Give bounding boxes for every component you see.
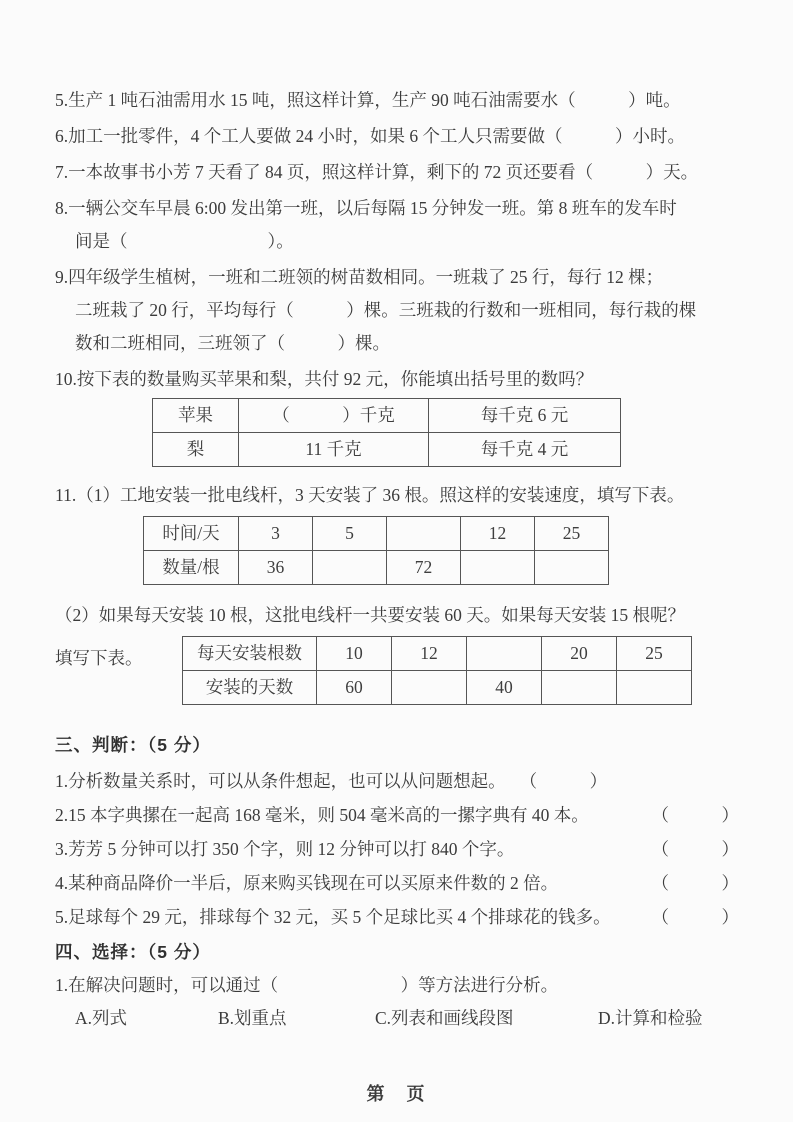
- table-cell: 10: [317, 637, 392, 671]
- section-choice-header: 四、选择：（5 分）: [55, 942, 211, 962]
- table-cell: 60: [317, 671, 392, 705]
- judgment-text: 5.足球每个 29 元，排球每个 32 元，买 5 个足球比买 4 个排球花的钱多。: [55, 907, 611, 927]
- option-d: D.计算和检验: [598, 1008, 703, 1028]
- table-cell: 每天安装根数: [183, 637, 317, 671]
- table-row: [144, 517, 609, 551]
- section-judgment-header: 三、判断：（5 分）: [55, 735, 211, 755]
- table-cell: （ ）千克: [239, 399, 429, 433]
- worksheet-content: [55, 84, 739, 1035]
- table-cell: [461, 551, 535, 585]
- table-cell: [313, 551, 387, 585]
- question-11-part2: （2）如果每天安装 10 根，这批电线杆一共要安装 60 天。如果每天安装 15 根呢？: [55, 605, 685, 625]
- table-row: [183, 637, 692, 671]
- table-cell: 每千克 6 元: [429, 399, 621, 433]
- option-a: A.列式: [75, 1008, 128, 1028]
- question-10-intro: 10.按下表的数量购买苹果和梨，共付 92 元，你能填出括号里的数吗？: [55, 369, 594, 389]
- table-cell: 每千克 4 元: [429, 433, 621, 467]
- table-cell: 36: [239, 551, 313, 585]
- question-5: 5.生产 1 吨石油需用水 15 吨，照这样计算，生产 90 吨石油需要水（ ）吨。: [55, 90, 681, 110]
- table-cell: 苹果: [153, 399, 239, 433]
- judgment-text: 1.分析数量关系时，可以从条件想起，也可以从问题想起。: [55, 771, 506, 791]
- question-7: 7.一本故事书小芳 7 天看了 84 页，照这样计算，剩下的 72 页还要看（ ）天。: [55, 162, 699, 182]
- option-c: C.列表和画线段图: [375, 1008, 514, 1028]
- table-cell: 12: [461, 517, 535, 551]
- q11-table-2: [182, 636, 692, 705]
- table-cell: 25: [617, 637, 692, 671]
- question-11: [55, 479, 739, 705]
- judgment-text: 4.某种商品降价一半后，原来购买钱现在可以买原来件数的 2 倍。: [55, 873, 559, 893]
- judgment-item-3: [55, 832, 739, 866]
- table-cell: 12: [392, 637, 467, 671]
- table-cell: [542, 671, 617, 705]
- q10-price-table: [152, 398, 621, 467]
- table-row: [153, 399, 621, 433]
- table-cell: 72: [387, 551, 461, 585]
- table-cell: 3: [239, 517, 313, 551]
- judgment-item-1: [55, 764, 739, 798]
- table-cell: 梨: [153, 433, 239, 467]
- question-9-line-3: 数和二班相同，三班领了（ ）棵。: [75, 333, 390, 353]
- answer-bracket: （ ）: [651, 907, 739, 927]
- question-9-line-1: 9.四年级学生植树，一班和二班领的树苗数相同。一班栽了 25 行，每行 12 棵；: [55, 267, 664, 287]
- table-cell: 25: [535, 517, 609, 551]
- question-11-part2-table-block: [55, 634, 739, 705]
- answer-bracket: （ ）: [651, 873, 739, 893]
- table-row: [183, 671, 692, 705]
- table-cell: [535, 551, 609, 585]
- answer-bracket: （ ）: [651, 839, 739, 859]
- table-cell: 40: [467, 671, 542, 705]
- table-cell: 安装的天数: [183, 671, 317, 705]
- judgment-item-5: [55, 900, 739, 934]
- table-cell: 时间/天: [144, 517, 239, 551]
- answer-bracket: （ ）: [519, 771, 608, 791]
- question-6: 6.加工一批零件，4 个工人要做 24 小时，如果 6 个工人只需要做（ ）小时。: [55, 126, 685, 146]
- table-cell: 11 千克: [239, 433, 429, 467]
- table-cell: [617, 671, 692, 705]
- judgment-text: 3.芳芳 5 分钟可以打 350 个字，则 12 分钟可以打 840 个字。: [55, 839, 515, 859]
- answer-bracket: （ ）: [651, 805, 739, 825]
- judgment-item-4: [55, 866, 739, 900]
- judgment-item-2: [55, 798, 739, 832]
- question-8: [55, 192, 739, 258]
- question-10: [55, 363, 739, 467]
- question-8-line-1: 8.一辆公交车早晨 6:00 发出第一班，以后每隔 15 分钟发一班。第 8 班车的发车时: [55, 198, 677, 218]
- table-cell: [392, 671, 467, 705]
- question-9: [55, 261, 739, 360]
- choice-options-row: [55, 1002, 739, 1035]
- judgment-text: 2.15 本字典摞在一起高 168 毫米，则 504 毫米高的一摞字典有 40 本。: [55, 805, 589, 825]
- question-9-line-2: 二班栽了 20 行，平均每行（ ）棵。三班栽的行数和一班相同，每行栽的棵: [75, 300, 697, 320]
- q11-table-1: [143, 516, 609, 585]
- table-cell: 20: [542, 637, 617, 671]
- table-row: [153, 433, 621, 467]
- option-b: B.划重点: [218, 1008, 287, 1028]
- fill-table-label: 填写下表。: [55, 648, 143, 668]
- table-row: [144, 551, 609, 585]
- question-11-part1: 11.（1）工地安装一批电线杆，3 天安装了 36 根。照这样的安装速度，填写下表。: [55, 485, 685, 505]
- page-footer: 第 页: [366, 1084, 427, 1104]
- question-8-line-2: 间是（ ）。: [75, 231, 294, 251]
- table-cell: 数量/根: [144, 551, 239, 585]
- table-cell: [387, 517, 461, 551]
- table-cell: [467, 637, 542, 671]
- table-cell: 5: [313, 517, 387, 551]
- choice-question-1: 1.在解决问题时，可以通过（ ）等方法进行分析。: [55, 975, 559, 995]
